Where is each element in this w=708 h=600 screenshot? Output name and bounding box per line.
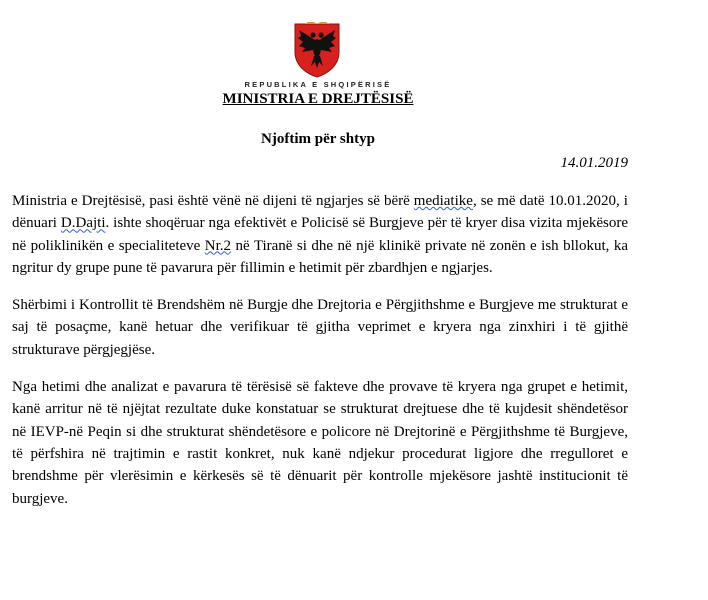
paragraph-1	[12, 190, 628, 279]
spellcheck-word: D.Dajti	[60, 215, 106, 232]
text-segment: në Tiranë si dhe në një klinikë private në zonën e ish bllokut, ka ngritur dy grupe pune të pavarura për fillimin e hetimit për zbardhjen e ngjarjes.	[12, 237, 628, 276]
press-release-title: Njoftim për shtyp	[261, 131, 375, 147]
paragraph-3: Nga hetimi dhe analizat e pavarura të tërësisë së fakteve dhe provave të kryera nga grupet e hetimit, kanë arritur në të njëjtat rezultate duke konstatuar se strukturat drejtuese dhe të kujdesit shëndetësor në IEVP-në Peqin si dhe strukturat shëndetësore e policore në Drejtorinë e Përgjithshme të Burgjeve, të përfshira në trajtimin e rastit konkret, nuk kanë ndjekur procedurat ligjore dhe rregulloret e brendshme për vlerësimin e kërkesës së të dënuarit për kontrolle mjekësore jashtë institucionit të burgjeve.	[12, 379, 628, 507]
ministry-title: MINISTRIA E DREJTËSISË	[222, 91, 414, 107]
republic-heading: REPUBLIKA E SHQIPËRISË	[244, 80, 392, 89]
spellcheck-word: Nr.2	[204, 237, 232, 254]
text-segment: Ministria e Drejtësisë, pasi është vënë në dijeni të ngjarjes së bërë	[12, 193, 414, 209]
document-body	[12, 190, 628, 525]
paragraph-2: Shërbimi i Kontrollit të Brendshëm në Burgje dhe Drejtoria e Përgjithshme e Burgjeve me strukturat e saj të posaçme, kanë hetuar dhe verifikuar të gjitha veprimet e kryera nga zinxhiri i të gjithë strukturave përgjegjëse.	[12, 297, 628, 358]
text-segment: , se më datë 10.01.2020, i dënuari	[12, 193, 628, 232]
albanian-eagle-emblem	[293, 22, 341, 78]
document-date: 14.01.2019	[560, 155, 628, 171]
text-segment: . ishte shoqëruar nga efektivët e Policisë së Burgjeve për të kryer disa vizita mjekësore në poliklinikën e specialiteteve	[12, 215, 628, 254]
spellcheck-word: mediatike	[413, 193, 473, 209]
